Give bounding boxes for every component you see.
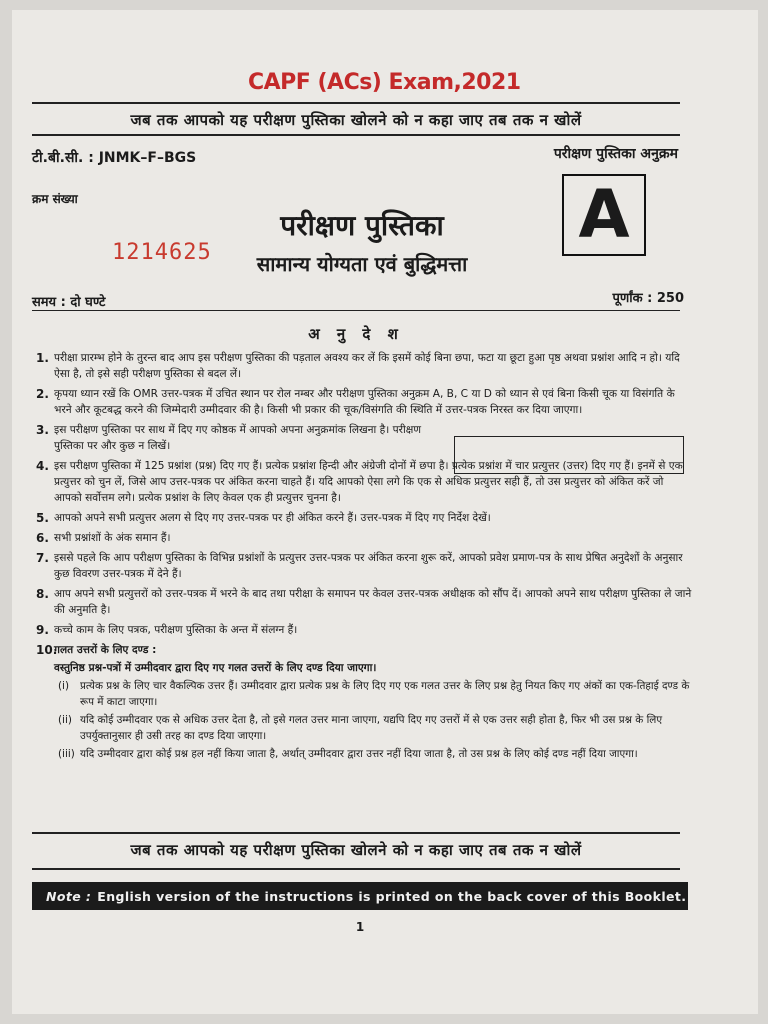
instruction-item: 6. सभी प्रश्नांशों के अंक समान हैं। <box>36 531 171 545</box>
note-text: English version of the instructions is printed on the back cover of this Booklet. <box>97 888 687 904</box>
page-number: 1 <box>355 920 365 934</box>
divider <box>32 134 680 136</box>
max-marks: पूर्णांक : 250 <box>612 291 684 306</box>
penalty-intro: वस्तुनिष्ठ प्रश्न-पत्रों में उम्मीदवार द्वारा दिए गए गलत उत्तरों के लिए दण्ड दिया जाएगा। <box>54 662 377 674</box>
series-letter: A <box>578 176 630 253</box>
instruction-item: 8. आप अपने सभी प्रत्युत्तरों को उत्तर-पत्रक में भरने के बाद तथा परीक्षा के समापन पर केवल उत्तर-पत्रक अधीक्षक को सौंप दें। आपको अपने साथ परीक्षण पुस्तिका ले जाने की अनुमति है। <box>36 587 692 616</box>
divider <box>32 102 680 104</box>
bottom-warning: जब तक आपको यह परीक्षण पुस्तिका खोलने को न कहा जाए तब तक न खोलें <box>130 841 582 859</box>
instructions-heading: अ नु दे श <box>308 325 404 343</box>
question-booklet-page <box>12 10 758 1014</box>
instruction-item: 7. इससे पहले कि आप परीक्षण पुस्तिका के विभिन्न प्रश्नांशों के प्रत्युत्तर उत्तर-पत्रक पर अंकित करना शुरू करें, आपको प्रवेश प्रमाण-पत्र के साथ प्रेषित अनुदेशों के अनुसार कुछ विवरण उत्तर-पत्रक में देने हैं। <box>36 551 683 580</box>
instructions-list <box>32 350 692 766</box>
instruction-item: 4. इस परीक्षण पुस्तिका में 125 प्रश्नांश (प्रश्न) दिए गए हैं। प्रत्येक प्रश्नांश हिन्दी और अंग्रेजी दोनों में छपा है। प्रत्येक प्रश्नांश में चार प्रत्युत्तर (उत्तर) दिए गए हैं। इनमें से एक प्रत्युत्तर को चुन लें, जिसे आप उत्तर-पत्रक पर अंकित करना चाहते हैं। यदि आपको ऐसा लगे कि एक से अधिक प्रत्युत्तर सही हैं, तो उस प्रत्युत्तर को अंकित करें जो आपको सर्वोत्तम लगे। प्रत्येक प्रश्नांश के लिए केवल एक ही प्रत्युत्तर चुनना है। <box>36 459 683 504</box>
booklet-subject: सामान्य योग्यता एवं बुद्धिमत्ता <box>256 252 468 276</box>
serial-number: 1214625 <box>112 240 212 265</box>
penalty-item: (ii) यदि कोई उम्मीदवार एक से अधिक उत्तर देता है, तो इसे गलत उत्तर माना जाएगा, यद्यपि दिए गए उत्तरों में से एक उत्तर सही होता है, फिर भी उस प्रश्न के लिए उपर्युक्तानुसार ही उसी तरह का दण्ड दिया जाएगा। <box>58 714 663 742</box>
booklet-sequence-label: परीक्षण पुस्तिका अनुक्रम <box>553 146 678 162</box>
instruction-item: 1. परीक्षा प्रारम्भ होने के तुरन्त बाद आप इस परीक्षण पुस्तिका की पड़ताल अवश्य कर लें कि इसमें कोई बिना छपा, फटा या छूटा हुआ पृष्ठ अथवा प्रश्नांश आदि न हो। यदि ऐसा है, तो इसे सही परीक्षण पुस्तिका से बदल लें। <box>36 351 680 380</box>
booklet-title: परीक्षण पुस्तिका <box>280 209 444 242</box>
instruction-item: 2. कृपया ध्यान रखें कि OMR उत्तर-पत्रक में उचित स्थान पर रोल नम्बर और परीक्षण पुस्तिका अनुक्रम A, B, C या D को ध्यान से एवं बिना किसी चूक या विसंगति के भरने और कूटबद्ध करने की जिम्मेदारी उम्मीदवार की है। किसी भी प्रकार की चूक/विसंगति की स्थिति में उत्तर-पत्रक निरस्त कर दिया जाएगा। <box>36 387 675 416</box>
divider <box>32 310 680 311</box>
note-label: Note : <box>46 888 92 904</box>
penalty-item: (iii) यदि उम्मीदवार द्वारा कोई प्रश्न हल नहीं किया जाता है, अर्थात् उम्मीदवार द्वारा उत्तर नहीं दिया जाता है, तो उस प्रश्न के लिए कोई दण्ड नहीं दिया जाएगा। <box>58 748 638 760</box>
english-note-bar <box>32 882 688 910</box>
instruction-item: 3. इस परीक्षण पुस्तिका पर साथ में दिए गए कोष्ठक में आपको अपना अनुक्रमांक लिखना है। परीक्षण पुस्तिका पर और कुछ न लिखें। <box>36 423 422 452</box>
serial-label: क्रम संख्या <box>32 192 78 206</box>
instruction-item: 10. गलत उत्तरों के लिए दण्ड : वस्तुनिष्ठ प्रश्न-पत्रों में उम्मीदवार द्वारा दिए गए गलत उत्तरों के लिए दण्ड दिया जाएगा। (i) प्रत्येक प्रश्न के लिए चार वैकल्पिक उत्तर हैं। उम्मीदवार द्वारा प्रत्येक प्रश्न के लिए दिए गए एक गलत उत्तर के लिए प्रश्न हेतु नियत किए गए अंकों का एक-तिहाई दण्ड के रूप में काटा जाएगा। (ii) यदि कोई उम्मीदवार एक से अधिक उत्तर देता है, तो इसे गलत उत्तर माना जाएगा, यद्यपि दिए गए उत्तरों में से एक उत्तर सही होता है, फिर भी उस प्रश्न के लिए उपर्युक्तानुसार ही उसी तरह का दण्ड दिया जाएगा। (iii) यदि उम्मीदवार द्वारा कोई प्रश्न हल नहीं किया जाता है, अर्थात् उम्मीदवार द्वारा उत्तर नहीं दिया जाता है, तो उस प्रश्न के लिए कोई दण्ड नहीं दिया जाएगा। <box>32 642 692 762</box>
instruction-item: 9. कच्चे काम के लिए पत्रक, परीक्षण पुस्तिका के अन्त में संलग्न हैं। <box>36 623 298 637</box>
top-warning: जब तक आपको यह परीक्षण पुस्तिका खोलने को न कहा जाए तब तक न खोलें <box>130 111 582 129</box>
instruction-item: 5. आपको अपने सभी प्रत्युत्तर अलग से दिए गए उत्तर-पत्रक पर ही अंकित करने हैं। उत्तर-पत्रक में दिए गए निर्देश देखें। <box>36 511 491 525</box>
time-allowed: समय : दो घण्टे <box>32 295 106 310</box>
penalty-item: (i) प्रत्येक प्रश्न के लिए चार वैकल्पिक उत्तर हैं। उम्मीदवार द्वारा प्रत्येक प्रश्न के लिए दिए गए एक गलत उत्तर के लिए प्रश्न हेतु नियत किए गए अंकों का एक-तिहाई दण्ड के रूप में काटा जाएगा। <box>58 680 690 708</box>
series-box <box>562 174 646 256</box>
divider <box>32 832 680 834</box>
exam-title: CAPF (ACs) Exam,2021 <box>248 70 521 95</box>
divider <box>32 868 680 870</box>
tbc-code: टी.बी.सी. : JNMK–F–BGS <box>32 150 197 166</box>
